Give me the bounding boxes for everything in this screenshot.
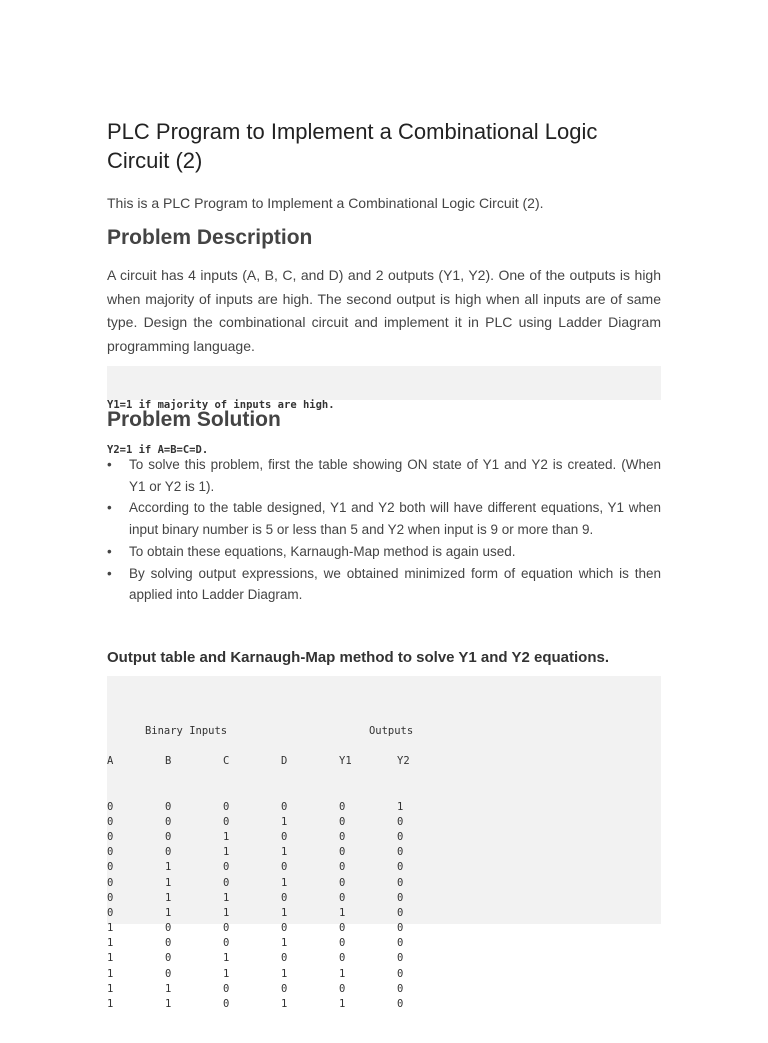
table-cell: 0 [107, 906, 114, 919]
table-cell: 0 [397, 846, 404, 859]
intro-text: This is a PLC Program to Implement a Combinational Logic Circuit (2). [107, 195, 544, 211]
table-cell: 1 [107, 982, 114, 995]
table-row [107, 800, 661, 815]
column-header: C [223, 755, 230, 767]
table-cell: 0 [165, 815, 172, 828]
table-cell: 0 [223, 800, 230, 813]
table-cell: 0 [281, 922, 288, 935]
table-cell: 0 [165, 952, 172, 965]
table-cell: 0 [165, 830, 172, 843]
table-cell: 0 [281, 830, 288, 843]
bullet-icon: • [107, 500, 112, 516]
table-cell: 1 [339, 998, 346, 1011]
table-group-header [107, 708, 661, 737]
table-cell: 0 [223, 922, 230, 935]
table-cell: 1 [107, 952, 114, 965]
table-row [107, 845, 661, 860]
code-line: Y1=1 if majority of inputs are high. [107, 399, 335, 411]
table-cell: 1 [281, 906, 288, 919]
table-row [107, 921, 661, 936]
table-row [107, 951, 661, 966]
column-header: B [165, 755, 172, 767]
problem-description-heading: Problem Description [107, 226, 313, 249]
table-cell: 0 [107, 815, 114, 828]
table-cell: 0 [281, 952, 288, 965]
table-row [107, 982, 661, 997]
table-cell: 1 [107, 967, 114, 980]
table-cell: 1 [281, 815, 288, 828]
table-cell: 1 [281, 876, 288, 889]
table-cell: 1 [339, 906, 346, 919]
table-cell: 1 [223, 891, 230, 904]
table-cell: 1 [223, 967, 230, 980]
table-row [107, 815, 661, 830]
table-cell: 0 [107, 800, 114, 813]
truth-table [107, 676, 661, 1011]
table-cell: 0 [107, 830, 114, 843]
bullet-icon: • [107, 543, 112, 559]
table-cell: 1 [223, 906, 230, 919]
table-cell: 0 [397, 937, 404, 950]
table-cell: 0 [339, 861, 346, 874]
table-cell: 0 [339, 937, 346, 950]
table-cell: 1 [281, 937, 288, 950]
table-cell: 0 [223, 982, 230, 995]
table-cell: 1 [165, 891, 172, 904]
table-cell: 1 [223, 830, 230, 843]
problem-solution-heading: Problem Solution [107, 408, 281, 431]
table-cell: 0 [397, 830, 404, 843]
table-cell: 1 [165, 982, 172, 995]
table-cell: 0 [165, 846, 172, 859]
table-cell: 0 [339, 846, 346, 859]
table-row [107, 936, 661, 951]
table-cell: 1 [165, 906, 172, 919]
problem-description-text: A circuit has 4 inputs (A, B, C, and D) and 2 outputs (Y1, Y2). One of the outputs is high when majority of inputs are high. The second output is high when all inputs are of same type. Design the combinational circuit and implement it in PLC using Ladder Diagram programming language. [107, 267, 661, 355]
table-cell: 1 [165, 861, 172, 874]
table-row [107, 891, 661, 906]
list-item: • To solve this problem, first the table showing ON state of Y1 and Y2 is created. (When Y1 or Y2 is 1). [107, 454, 661, 497]
table-cell: 0 [223, 876, 230, 889]
table-cell: 0 [281, 891, 288, 904]
table-cell: 1 [223, 952, 230, 965]
table-cell: 0 [165, 800, 172, 813]
column-header: D [281, 755, 288, 767]
table-cell: 0 [223, 998, 230, 1011]
table-row [107, 906, 661, 921]
table-cell: 0 [339, 922, 346, 935]
table-cell: 1 [107, 922, 114, 935]
group-header-inputs: Binary Inputs [144, 724, 228, 737]
table-cell: 0 [397, 952, 404, 965]
table-cell: 0 [107, 891, 114, 904]
table-cell: 0 [339, 982, 346, 995]
list-item: • By solving output expressions, we obtained minimized form of equation which is then applied into Ladder Diagram. [107, 563, 661, 606]
solution-list [107, 454, 661, 606]
table-cell: 0 [397, 922, 404, 935]
table-cell: 0 [397, 876, 404, 889]
column-header: Y1 [339, 755, 352, 767]
table-cell: 1 [223, 846, 230, 859]
table-cell: 0 [339, 830, 346, 843]
table-cell: 0 [107, 861, 114, 874]
table-cell: 1 [397, 800, 404, 813]
table-cell: 0 [107, 846, 114, 859]
table-row [107, 967, 661, 982]
list-item: • According to the table designed, Y1 and Y2 both will have different equations, Y1 when input binary number is 5 or less than 5 and Y2 when input is 9 or more than 9. [107, 497, 661, 540]
bullet-icon: • [107, 457, 112, 472]
list-item: • To obtain these equations, Karnaugh-Map method is again used. [107, 541, 661, 563]
table-cell: 0 [165, 922, 172, 935]
table-cell: 0 [281, 861, 288, 874]
table-cell: 0 [281, 800, 288, 813]
table-cell: 0 [339, 800, 346, 813]
output-table-heading: Output table and Karnaugh-Map method to solve Y1 and Y2 equations. [107, 649, 610, 666]
table-cell: 0 [223, 861, 230, 874]
table-cell: 0 [281, 982, 288, 995]
table-cell: 0 [165, 937, 172, 950]
table-row [107, 860, 661, 875]
table-body [107, 800, 661, 1013]
table-cell: 0 [397, 891, 404, 904]
table-cell: 0 [397, 815, 404, 828]
page-title: PLC Program to Implement a Combinational Logic Circuit (2) [107, 119, 598, 173]
table-cell: 0 [397, 861, 404, 874]
table-cell: 0 [397, 982, 404, 995]
table-cell: 0 [107, 876, 114, 889]
table-cell: 1 [165, 876, 172, 889]
column-header: A [107, 755, 114, 767]
table-cell: 1 [107, 937, 114, 950]
table-cell: 0 [165, 967, 172, 980]
table-cell: 0 [339, 876, 346, 889]
table-column-header [107, 754, 661, 769]
table-cell: 0 [223, 815, 230, 828]
table-cell: 0 [339, 815, 346, 828]
table-cell: 1 [339, 967, 346, 980]
table-cell: 0 [397, 998, 404, 1011]
table-row [107, 997, 661, 1012]
table-cell: 1 [281, 967, 288, 980]
table-cell: 0 [397, 967, 404, 980]
table-cell: 0 [339, 952, 346, 965]
code-line: Y2=1 if A=B=C=D. [107, 444, 209, 456]
group-header-outputs: Outputs [368, 724, 414, 737]
table-cell: 0 [223, 937, 230, 950]
table-cell: 0 [339, 891, 346, 904]
table-cell: 1 [165, 998, 172, 1011]
table-row [107, 876, 661, 891]
table-cell: 0 [397, 906, 404, 919]
column-header: Y2 [397, 755, 410, 767]
table-cell: 1 [281, 846, 288, 859]
table-row [107, 830, 661, 845]
table-cell: 1 [107, 998, 114, 1011]
table-cell: 1 [281, 998, 288, 1011]
bullet-icon: • [107, 565, 112, 581]
